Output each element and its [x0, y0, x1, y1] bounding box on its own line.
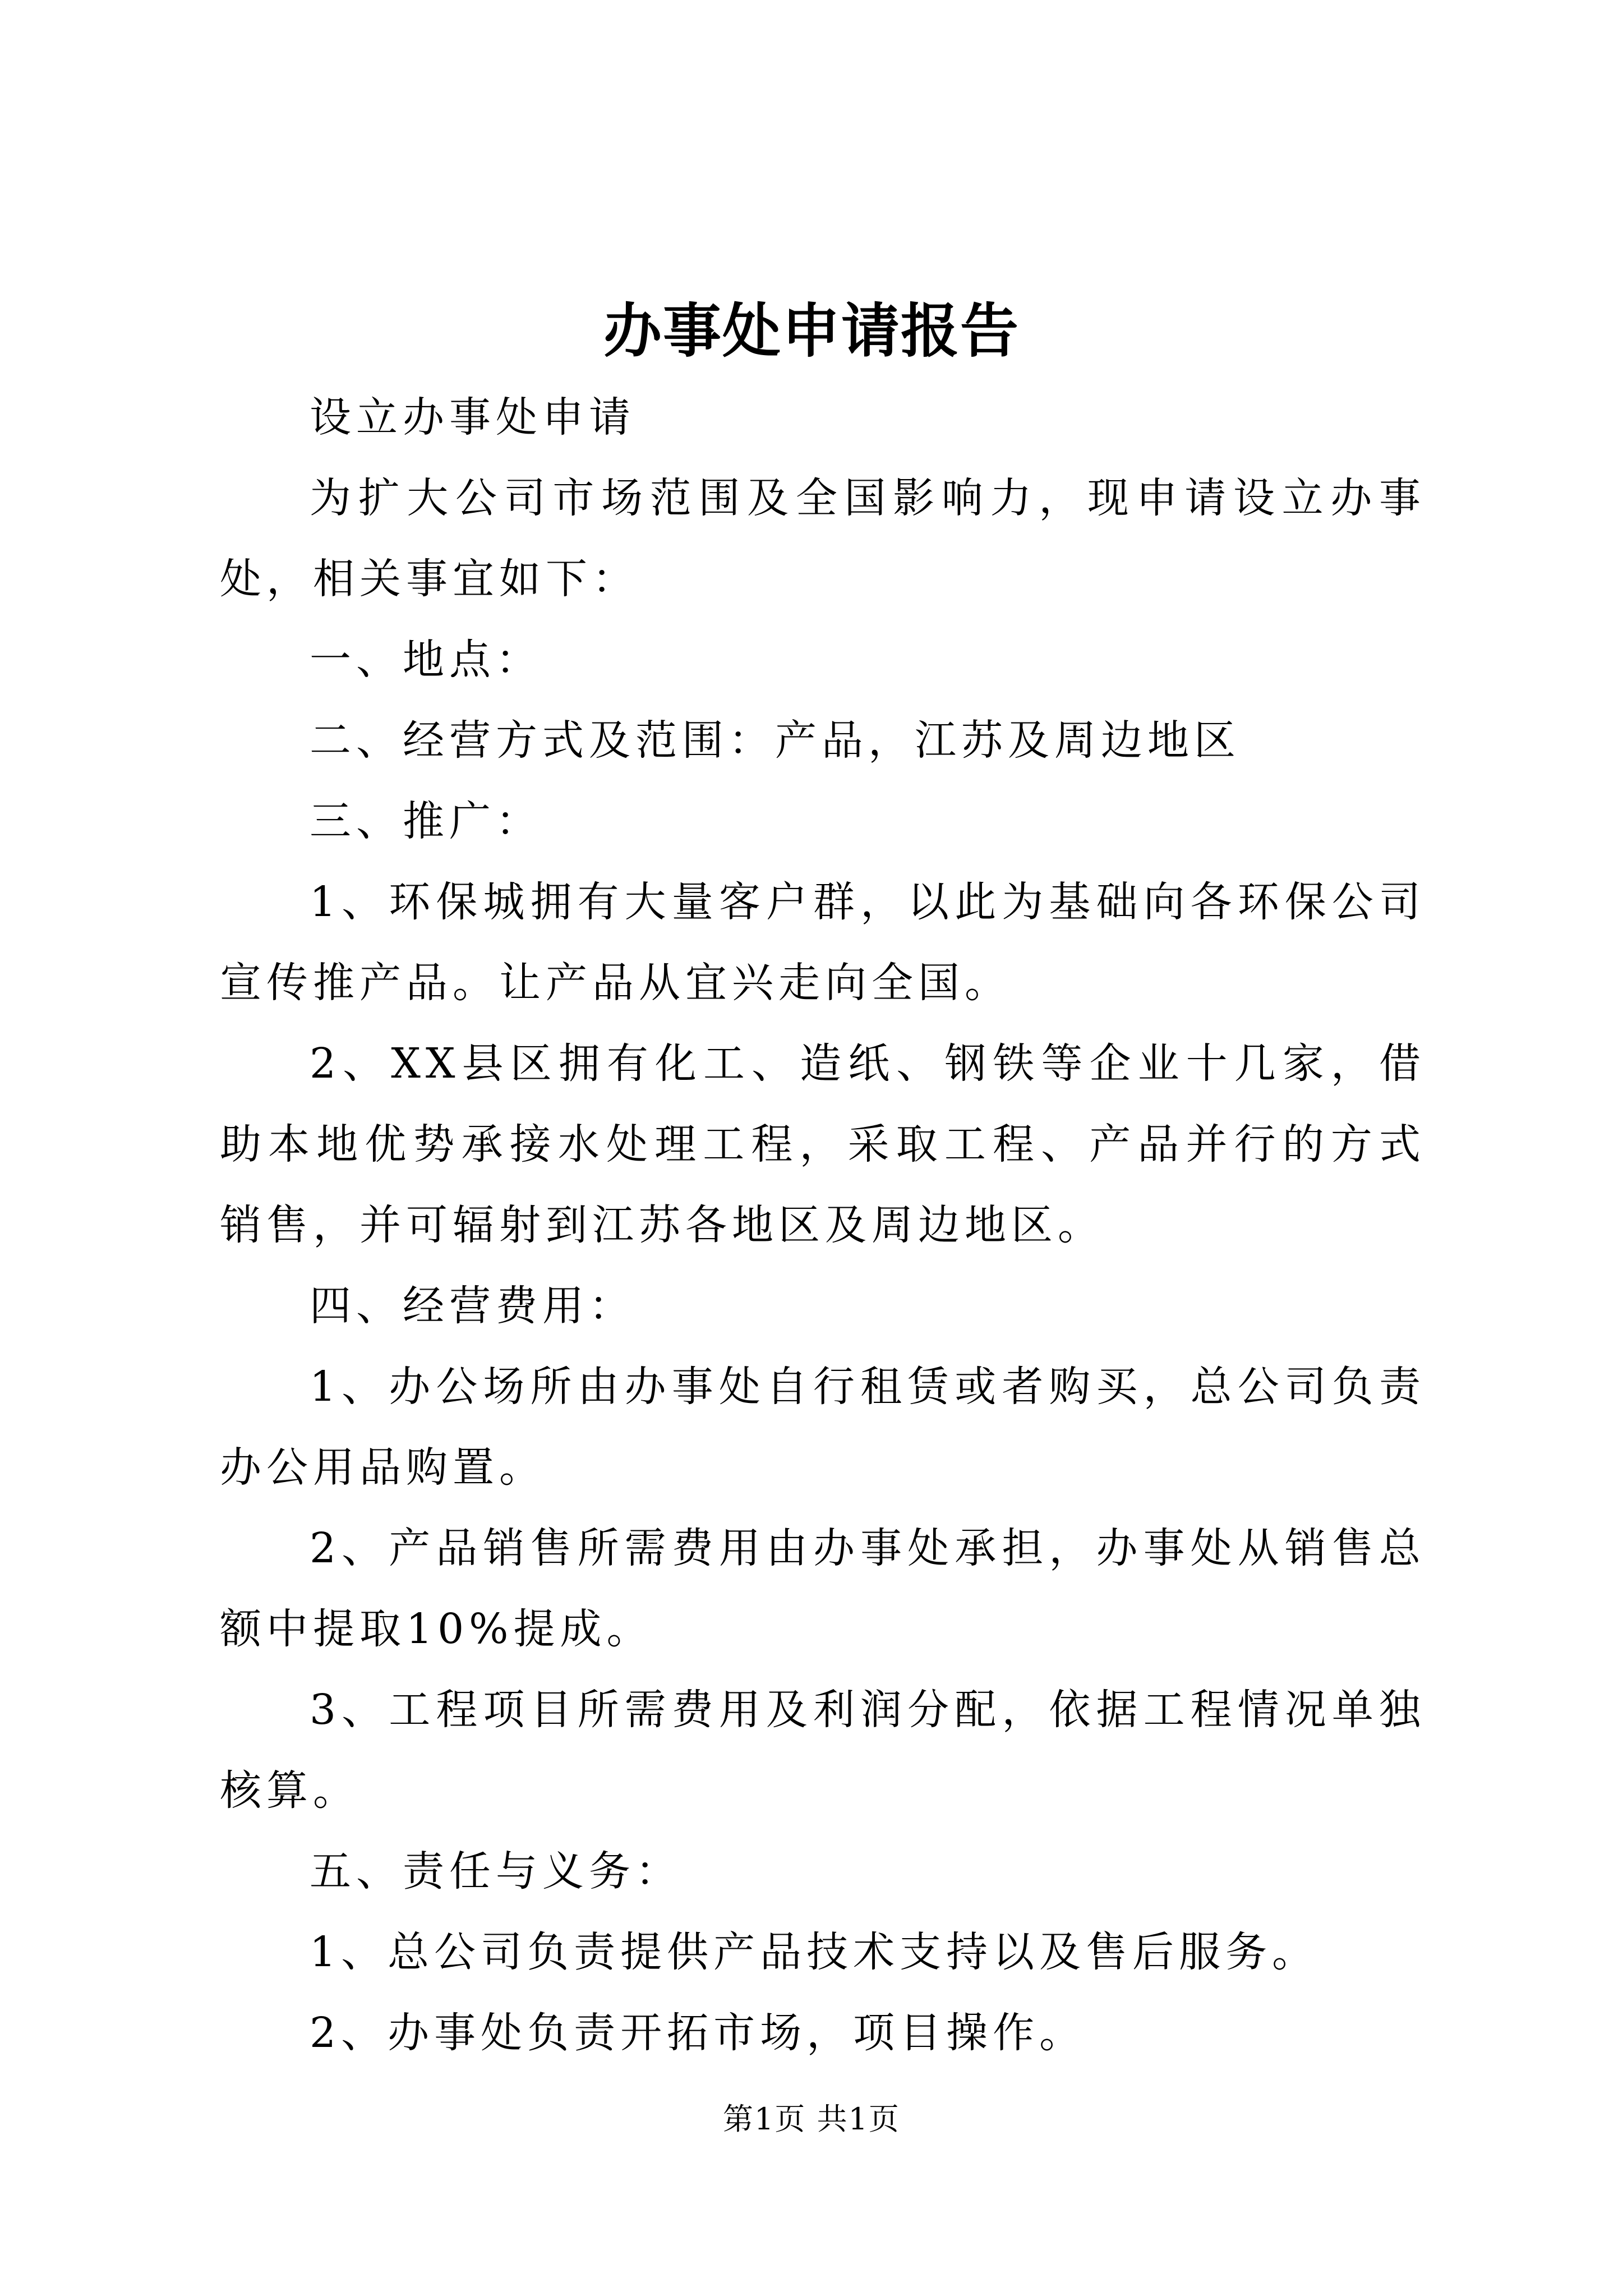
paragraph: 一、地点：: [310, 636, 542, 684]
page-number-footer: 第1页 共1页: [723, 2101, 900, 2137]
paragraph: 三、推广：: [310, 797, 542, 845]
document-title: 办事处申请报告: [603, 296, 1020, 365]
paragraph: 为扩大公司市场范围及全国影响力，现申请设立办事处，相关事宜如下：: [220, 474, 1426, 603]
paragraph: 五、责任与义务：: [310, 1847, 682, 1895]
paragraph: 二、经营方式及范围：产品，江苏及周边地区: [310, 716, 1241, 765]
paragraph: 2、XX县区拥有化工、造纸、钢铁等企业十几家，借助本地优势承接水处理工程，采取工程、产品并行的方式销售，并可辐射到江苏各地区及周边地区。: [220, 1039, 1426, 1249]
paragraph: 设立办事处申请: [310, 393, 635, 441]
paragraph: 1、办公场所由办事处自行租赁或者购买，总公司负责办公用品购置。: [220, 1363, 1426, 1492]
paragraph: 1、总公司负责提供产品技术支持以及售后服务。: [310, 1928, 1319, 1976]
document-body: [220, 377, 1426, 2073]
paragraph: 2、办事处负责开拓市场，项目操作。: [310, 2009, 1086, 2057]
paragraph: 四、经营费用：: [310, 1282, 635, 1330]
paragraph: 3、工程项目所需费用及利润分配，依据工程情况单独核算。: [220, 1686, 1426, 1815]
paragraph: 2、产品销售所需费用由办事处承担，办事处从销售总额中提取10%提成。: [220, 1524, 1426, 1653]
paragraph: 1、环保城拥有大量客户群，以此为基础向各环保公司宣传推产品。让产品从宜兴走向全国。: [220, 878, 1426, 1007]
